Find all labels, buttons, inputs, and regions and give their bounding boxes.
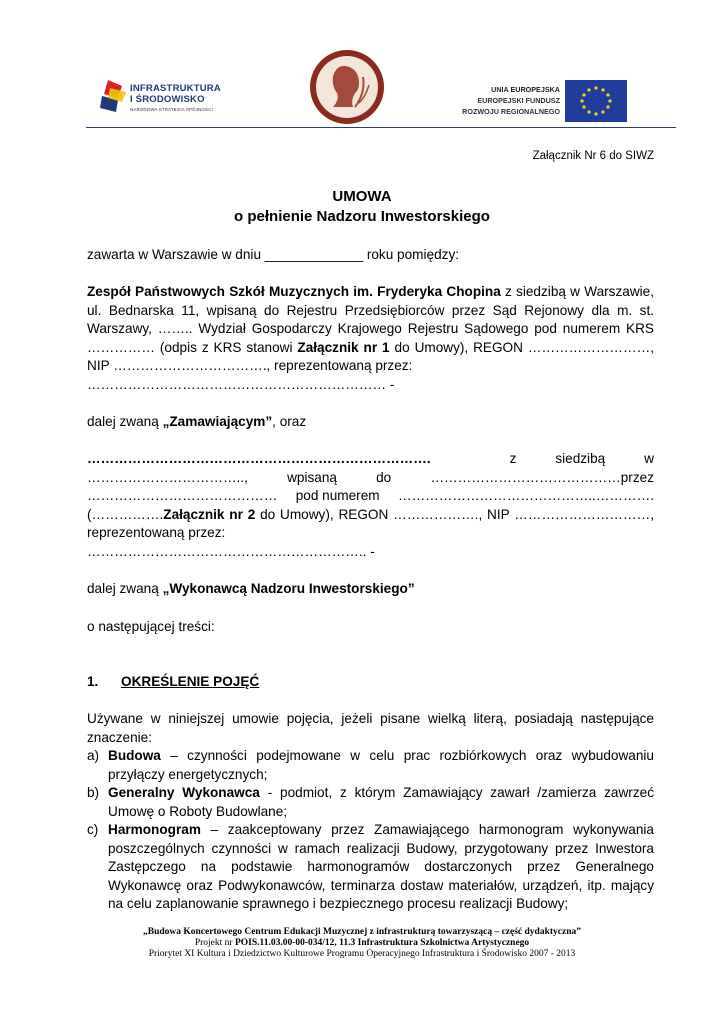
party1-name: Zespół Państwowych Szkół Muzycznych im. Fryderyka Chopina xyxy=(87,284,501,299)
section-title: OKREŚLENIE POJĘĆ xyxy=(121,674,260,689)
party1-line4 xyxy=(87,339,654,358)
definition-line: Umowę o Roboty Budowlane; xyxy=(108,803,288,819)
defs-intro-line2: znaczenie: xyxy=(87,729,152,745)
logo-left-line1: INFRASTRUKTURA xyxy=(130,83,221,94)
called-zamawiajacy xyxy=(87,413,654,432)
definition-marker: c) xyxy=(87,822,99,837)
called1-a: dalej zwaną xyxy=(87,414,163,429)
document-subtitle: o pełnienie Nadzoru Inwestorskiego xyxy=(234,208,490,225)
definition-item xyxy=(87,747,654,784)
definitions-block xyxy=(87,710,654,914)
party1-line4-a: …………… (odpis z KRS stanowi xyxy=(87,339,298,355)
called2-a: dalej zwaną xyxy=(87,581,163,596)
party1-line1 xyxy=(87,283,654,302)
definition-text: - podmiot, z którym Zamawiający zawarł /zamierza zawrzeć xyxy=(259,785,654,800)
logo-left-line2: I ŚRODOWISKO xyxy=(130,94,205,105)
party2-line2-c: do xyxy=(376,469,392,485)
called2-term: „Wykonawcą Nadzoru Inwestorskiego” xyxy=(162,581,415,596)
definition-line: Wykonawcę oraz Podwykonawców, terminarza dostaw materiałów, urządzeń, itp. mający xyxy=(108,877,654,893)
party2-line2-a: …………………………….., xyxy=(87,469,248,485)
party2-line3 xyxy=(87,487,654,506)
footer-project-title: „Budowa Koncertowego Centrum Edukacji Muzycznej z infrastrukturą towarzyszącą – część dydaktyczna” xyxy=(143,927,581,937)
definition-marker: a) xyxy=(87,748,100,763)
party2-name-placeholder: …………………………………………………………………. xyxy=(87,451,431,466)
party1-annex-ref: Załącznik nr 1 xyxy=(297,339,390,355)
party1-line4-c: do Umowy), REGON ………………………, xyxy=(389,339,654,355)
party1-line5: NIP ……………………………., reprezentowaną przez: xyxy=(87,358,413,373)
definition-line: przyłączy energetycznych; xyxy=(108,766,268,782)
page-footer xyxy=(0,927,724,960)
definition-line xyxy=(108,784,654,803)
definition-item xyxy=(87,784,654,821)
definition-term: Generalny Wykonawca xyxy=(108,785,260,800)
party1-block xyxy=(87,283,654,394)
party1-line1-rest: z siedzibą w Warszawie, xyxy=(500,284,654,299)
called1-c: , oraz xyxy=(272,414,307,429)
logo-right-line3: ROZWOJU REGIONALNEGO xyxy=(462,107,560,116)
footer-project-number xyxy=(0,938,724,949)
party2-line2-b: wpisaną xyxy=(287,469,337,485)
party1-line3: Warszawy, …….. Wydział Gospodarczy Krajowego Rejestru Sądowego pod numerem KRS xyxy=(87,321,654,336)
party2-line1-w3: w xyxy=(644,451,654,466)
party2-line1 xyxy=(87,450,654,469)
definition-text: – zaakceptowany przez Zamawiającego harmonogram wykonywania xyxy=(200,822,654,837)
footer-l2-a: Projekt nr xyxy=(194,938,235,948)
logo-right-line1: UNIA EUROPEJSKA xyxy=(491,85,560,94)
following-content-line: o następującej treści: xyxy=(87,619,215,634)
definition-line: na celu zaplanowanie sprawnego i bezpiecznego procesu realizacji Budowy; xyxy=(108,896,569,911)
section-number: 1. xyxy=(87,674,99,689)
annex-label: Załącznik Nr 6 do SIWZ xyxy=(532,150,654,162)
definition-term: Budowa xyxy=(108,748,161,763)
poland-flag-icon xyxy=(100,78,128,114)
party2-line2-d: ……………………………………przez xyxy=(430,469,654,485)
party2-line3-b: pod numerem xyxy=(295,488,380,503)
definition-line: poszczególnych czynności w ramach realizacji Budowy, przygotowany przez Inwestora xyxy=(108,840,654,856)
eu-flag-icon xyxy=(565,80,627,122)
definition-term: Harmonogram xyxy=(108,822,201,837)
definition-marker: b) xyxy=(87,785,100,800)
called1-term: „Zamawiającym” xyxy=(162,414,273,429)
definition-line: Zastępczego na podstawie harmonogramów dostarczonych przez Generalnego xyxy=(108,859,654,874)
definition-line xyxy=(108,821,654,840)
party2-annex-ref: Załącznik nr 2 xyxy=(163,506,256,522)
party2-line4-a: (……………. xyxy=(87,506,164,522)
party2-line3-a: …………………………………… xyxy=(87,488,278,503)
party2-line5: reprezentowaną przez: xyxy=(87,525,226,540)
party1-line6: ………………………………………………………… - xyxy=(87,376,395,392)
party2-line1-w1: z xyxy=(509,451,517,466)
logo-right-line2: EUROPEJSKI FUNDUSZ xyxy=(477,96,560,105)
logo-left-subtitle: NARODOWA STRATEGIA SPÓJNOŚCI xyxy=(130,107,213,112)
party2-line6: …………………………………………………….. - xyxy=(87,543,375,559)
footer-priority: Priorytet XI Kultura i Dziedzictwo Kulturowe Programu Operacyjnego Infrastruktura i Środowisko 2007 - 2013 xyxy=(148,949,576,959)
school-seal-logo xyxy=(309,49,385,125)
definition-line xyxy=(108,747,654,766)
party1-line2: ul. Bednarska 11, wpisaną do Rejestru Przedsiębiorców przez Sąd Rejonowy dla m. st. xyxy=(87,302,654,318)
party2-line1-w2: siedzibą xyxy=(555,451,606,466)
definition-text: – czynności podejmowane w celu prac rozbiórkowych oraz wybudowaniu xyxy=(160,748,654,763)
party2-line3-c: ……………………………………..…………. xyxy=(397,488,654,503)
defs-intro-line1: Używane w niniejszej umowie pojęcia, jeżeli pisane wielką literą, posiadają następujące xyxy=(87,711,654,726)
called-wykonawca xyxy=(87,580,654,599)
definition-item xyxy=(87,821,654,914)
document-title: UMOWA xyxy=(332,188,392,205)
party2-line2 xyxy=(87,469,654,488)
party2-line4 xyxy=(87,506,654,525)
footer-l2-b: POIS.11.03.00-00-034/12, 11.3 Infrastruktura Szkolnictwa Artystycznego xyxy=(234,938,530,948)
party2-block xyxy=(87,450,654,561)
section-heading xyxy=(87,674,259,689)
header-divider xyxy=(86,127,676,128)
intro-line: zawarta w Warszawie w dniu _____________ roku pomiędzy: xyxy=(87,247,460,262)
infrastruktura-srodowisko-logo xyxy=(100,76,230,118)
party2-line4-c: do Umowy), REGON ………………., NIP …………………………, xyxy=(255,506,654,522)
